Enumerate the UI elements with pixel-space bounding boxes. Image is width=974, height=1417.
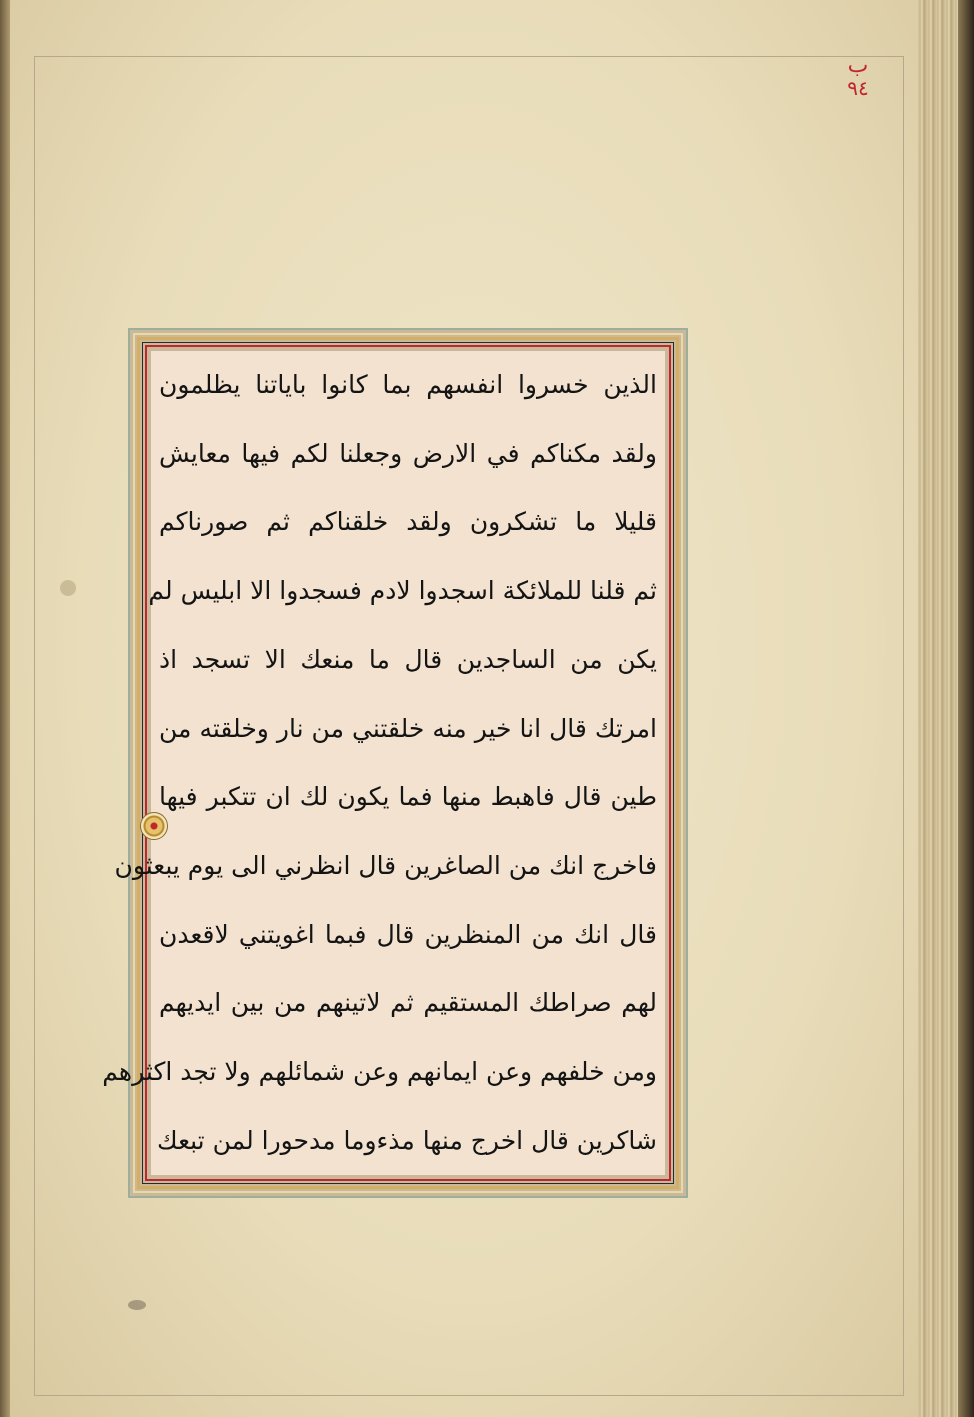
text-line-3: قليلا ما تشكرون ولقد خلقناكم ثم صورناكم [159, 507, 657, 537]
folio-number [838, 53, 878, 100]
text-line-12: شاكرين قال اخرج منها مذءوما مدحورا لمن تبعك [157, 1125, 657, 1155]
text-line-6: امرتك قال انا خير منه خلقتني من نار وخلقته من [159, 713, 657, 743]
text-line-9: قال انك من المنظرين قال فبما اغويتني لاقعدن [159, 919, 657, 949]
page-stain [60, 580, 76, 596]
text-line-11: ومن خلفهم وعن ايمانهم وعن شمائلهم ولا تجد اكثرهم [102, 1057, 657, 1087]
book-edge-shadow [958, 0, 974, 1417]
text-line-2: ولقد مكناكم في الارض وجعلنا لكم فيها معايش [159, 438, 657, 468]
text-line-8: فاخرج انك من الصاغرين قال انظرني الى يوم يبعثون [114, 851, 657, 881]
text-line-7: طين قال فاهبط منها فما يكون لك ان تتكبر فيها [159, 782, 657, 812]
text-line-4: ثم قلنا للملائكة اسجدوا لادم فسجدوا الا ابليس لم [148, 576, 657, 606]
text-lines [102, 357, 657, 1169]
ink-mark [128, 1300, 146, 1310]
verse-marker-rosette-icon [140, 812, 168, 840]
text-line-10: لهم صراطك المستقيم ثم لاتينهم من بين ايديهم [159, 988, 657, 1018]
folio-letter: ب [847, 53, 869, 78]
folio-numeral: ٩٤ [847, 76, 869, 100]
text-line-5: يكن من الساجدين قال ما منعك الا تسجد اذ [159, 644, 657, 674]
text-block [102, 328, 688, 1198]
text-area [102, 351, 665, 1175]
text-line-1: الذين خسروا انفسهم بما كانوا باياتنا يظلمون [159, 370, 657, 399]
